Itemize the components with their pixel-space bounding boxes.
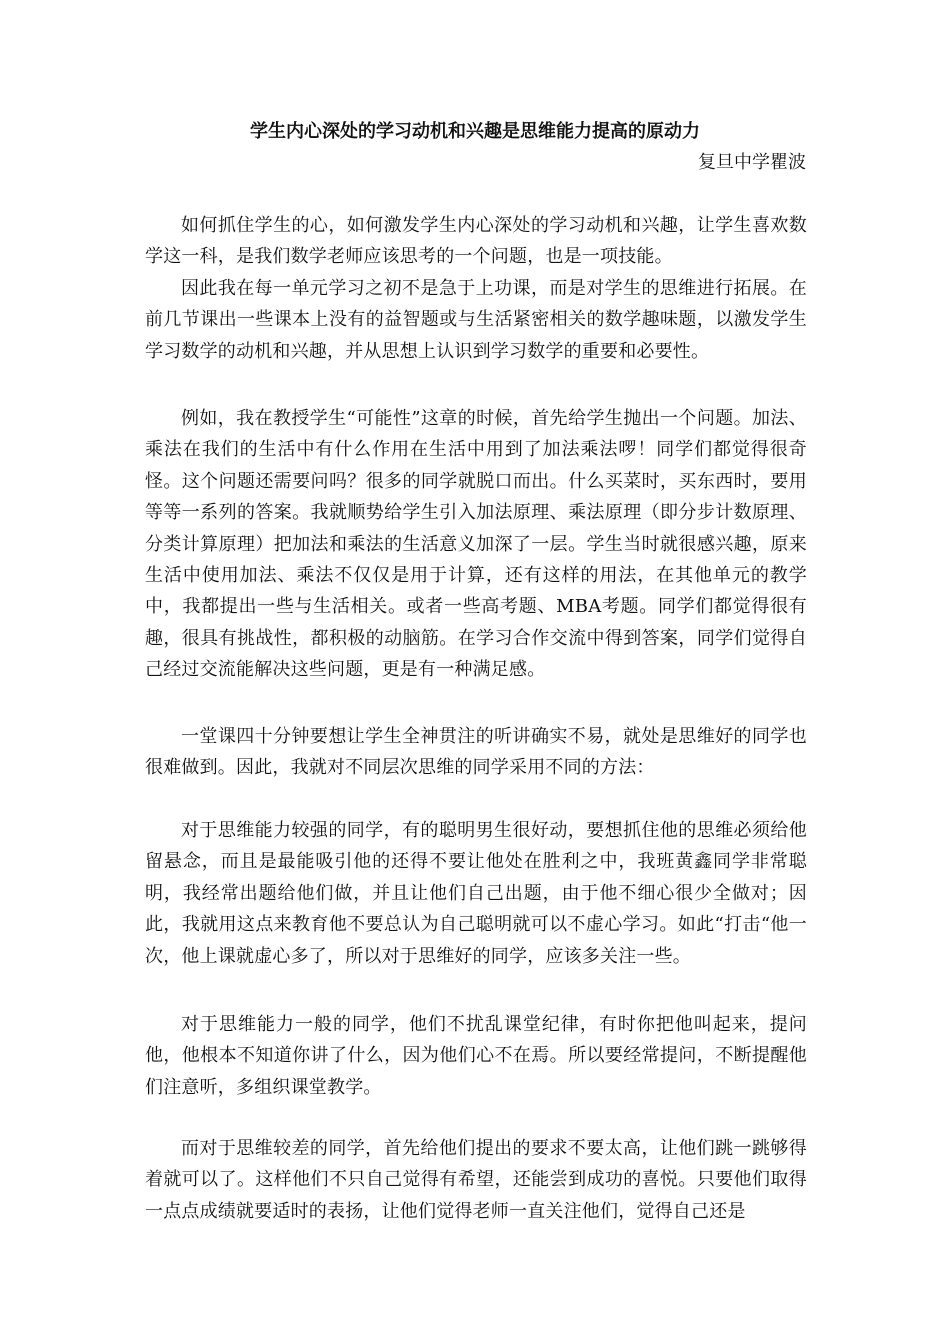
paragraph: 对于思维能力一般的同学，他们不扰乱课堂纪律，有时你把他叫起来，提问他，他根本不知道你讲了什么，因为他们心不在焉。所以要经常提问，不断提醒他们注意听，多组织课堂教学。 bbox=[145, 1014, 807, 1098]
paragraph: 如何抓住学生的心，如何激发学生内心深处的学习动机和兴趣，让学生喜欢数学这一科，是我们数学老师应该思考的一个问题，也是一项技能。 bbox=[145, 215, 807, 268]
paragraph: 因此我在每一单元学习之初不是急于上功课，而是对学生的思维进行拓展。在前几节课出一些课本上没有的益智题或与生活紧密相关的数学趣味题，以激发学生学习数学的动机和兴趣，并从思想上认识到学习数学的重要和必要性。 bbox=[145, 278, 807, 362]
document-title: 学生内心深处的学习动机和兴趣是思维能力提高的原动力 bbox=[250, 121, 700, 142]
paragraph: 一堂课四十分钟要想让学生全神贯注的听讲确实不易，就处是思维好的同学也很难做到。因此，我就对不同层次思维的同学采用不同的方法： bbox=[145, 726, 807, 779]
document-author: 复旦中学瞿波 bbox=[698, 152, 806, 173]
paragraph: 而对于思维较差的同学，首先给他们提出的要求不要太高，让他们跳一跳够得着就可以了。这样他们不只自己觉得有希望，还能尝到成功的喜悦。只要他们取得一点点成绩就要适时的表扬，让他们觉得老师一直关注他们，觉得自己还是 bbox=[145, 1138, 807, 1222]
paragraph: 对于思维能力较强的同学，有的聪明男生很好动，要想抓住他的思维必须给他留悬念，而且是最能吸引他的还得不要让他处在胜利之中，我班黄鑫同学非常聪明，我经常出题给他们做，并且让他们自己出题，由于他不细心很少全做对；因此，我就用这点来教育他不要总认为自己聪明就可以不虚心学习。如此“打击“他一次，他上课就虚心多了，所以对于思维好的同学，应该多关注一些。 bbox=[145, 820, 807, 967]
paragraph: 例如，我在教授学生“可能性”这章的时候，首先给学生抛出一个问题。加法、乘法在我们的生活中有什么作用在生活中用到了加法乘法啰！同学们都觉得很奇怪。这个问题还需要问吗？很多的同学就脱口而出。什么买菜时，买东西时，要用等等一系列的答案。我就顺势给学生引入加法原理、乘法原理（即分步计数原理、分类计算原理）把加法和乘法的生活意义加深了一层。学生当时就很感兴趣，原来生活中使用加法、乘法不仅仅是用于计算，还有这样的用法，在其他单元的教学中，我都提出一些与生活相关。或者一些高考题、MBA考题。同学们都觉得很有趣，很具有挑战性，都积极的动脑筋。在学习合作交流中得到答案，同学们觉得自己经过交流能解决这些问题，更是有一种满足感。 bbox=[145, 408, 807, 681]
